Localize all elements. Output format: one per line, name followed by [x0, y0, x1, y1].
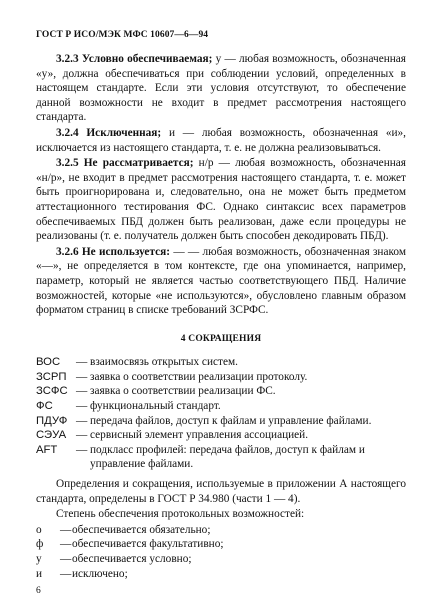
abbreviation-text: взаимосвязь открытых систем. [90, 356, 238, 369]
dash: — [76, 414, 88, 427]
list-item [36, 443, 406, 472]
definition-text: у — любая возможность, обозначенная «у», должна обеспечиваться при соблюдении условий, определенных в настоящем стандарте. Если эти условия отсутствуют, то обеспечение данной возможности не входит в предмет рассмотрения настоящего стандарта. [36, 53, 407, 124]
definition-3-2-6 [36, 245, 406, 318]
dash: — [76, 400, 88, 413]
level-code: ф [36, 538, 44, 551]
dash: — [76, 356, 88, 369]
list-item [36, 428, 406, 443]
dash: — [60, 553, 72, 565]
definition-term: 3.2.4 Исключенная; [56, 126, 162, 139]
dash: — [60, 538, 72, 551]
page-number: 6 [36, 586, 41, 596]
dash: — [60, 567, 72, 580]
level-text: обеспечивается факультативно; [72, 538, 224, 551]
dash: — [60, 523, 72, 536]
abbreviation-code: ЗСРП [36, 370, 67, 383]
abbreviation-code: AFT [36, 443, 58, 456]
list-item [36, 537, 406, 552]
definition-term: 3.2.6 Не используется: [56, 245, 171, 258]
dash: — [76, 429, 88, 442]
list-item [36, 370, 406, 385]
abbreviations-list [36, 355, 406, 472]
list-item [36, 567, 406, 582]
level-text: обеспечивается обязательно; [72, 523, 211, 536]
abbreviation-code: ЗСФС [36, 385, 68, 398]
definition-3-2-4 [36, 126, 406, 155]
definition-text: — — любая возможность, обозначенная знаком «—», не определяется в том контексте, где она упоминается, например, параметр, который не является частью соответствующего ПБД. Наличие возможностей, которые «не используются», обусловлено главным образом форматом страниц в списке требований ЗСРФС. [36, 245, 406, 317]
abbreviation-text: функциональный стандарт. [90, 400, 221, 413]
levels-intro: Степень обеспечения протокольных возможностей: [56, 508, 305, 521]
abbreviation-text: сервисный элемент управления ассоциацией. [90, 429, 309, 442]
definition-term: 3.2.3 Условно обеспечиваемая; [56, 53, 213, 65]
abbreviation-code: ФС [36, 400, 53, 413]
abbreviation-text: передача файлов, доступ к файлам и управление файлами. [90, 414, 372, 427]
level-code: о [36, 523, 42, 536]
page-content [36, 52, 406, 581]
abbreviation-code: ВОС [36, 356, 61, 369]
level-code: у [36, 553, 42, 565]
dash: — [76, 443, 88, 456]
definition-text: н/р — любая возможность, обозначенная «н/р», не входит в предмет рассмотрения настоящего стандарта, т. е. может быть проигнорирована и, следовательно, она не может быть предметом аттестационного тестирования ФС. Однако синтаксис всех параметров обеспечиваемых ПБД должен быть реализован, даже если процедуры не реализованы (т. е. получатель должен быть способен декодировать ПБД). [36, 157, 406, 243]
abbreviation-code: ПДУФ [36, 414, 68, 427]
abbreviation-code: СЭУА [36, 429, 67, 442]
abbreviation-text: заявка о соответствии реализации ФС. [90, 385, 276, 398]
definition-term: 3.2.5 Не рассматривается; [56, 157, 194, 170]
closing-paragraph: Определения и сокращения, используемые в приложении А настоящего стандарта, определены в ГОСТ Р 34.980 (части 1 — 4). [36, 478, 406, 505]
list-item [36, 523, 406, 538]
definition-3-2-3 [36, 52, 406, 125]
list-item [36, 552, 406, 567]
level-code: и [36, 567, 43, 580]
abbreviation-text: подкласс профилей: передача файлов, доступ к файлам и управление файлами. [90, 443, 365, 471]
list-item [36, 384, 406, 399]
dash: — [76, 370, 88, 383]
running-header: ГОСТ Р ИСО/МЭК МФС 10607—6—94 [36, 30, 209, 40]
level-text: исключено; [72, 567, 128, 580]
dash: — [76, 385, 88, 398]
levels-list [36, 523, 406, 581]
list-item [36, 414, 406, 429]
abbreviation-text: заявка о соответствии реализации протоколу. [90, 370, 308, 383]
section-title: 4 СОКРАЩЕНИЯ [180, 333, 262, 344]
level-text: обеспечивается условно; [72, 553, 192, 565]
list-item [36, 399, 406, 414]
definition-3-2-5 [36, 156, 406, 244]
list-item [36, 355, 406, 370]
definition-text: и — любая возможность, обозначенная «и», исключается из настоящего стандарта, т. е. не должна реализовываться. [36, 126, 406, 154]
